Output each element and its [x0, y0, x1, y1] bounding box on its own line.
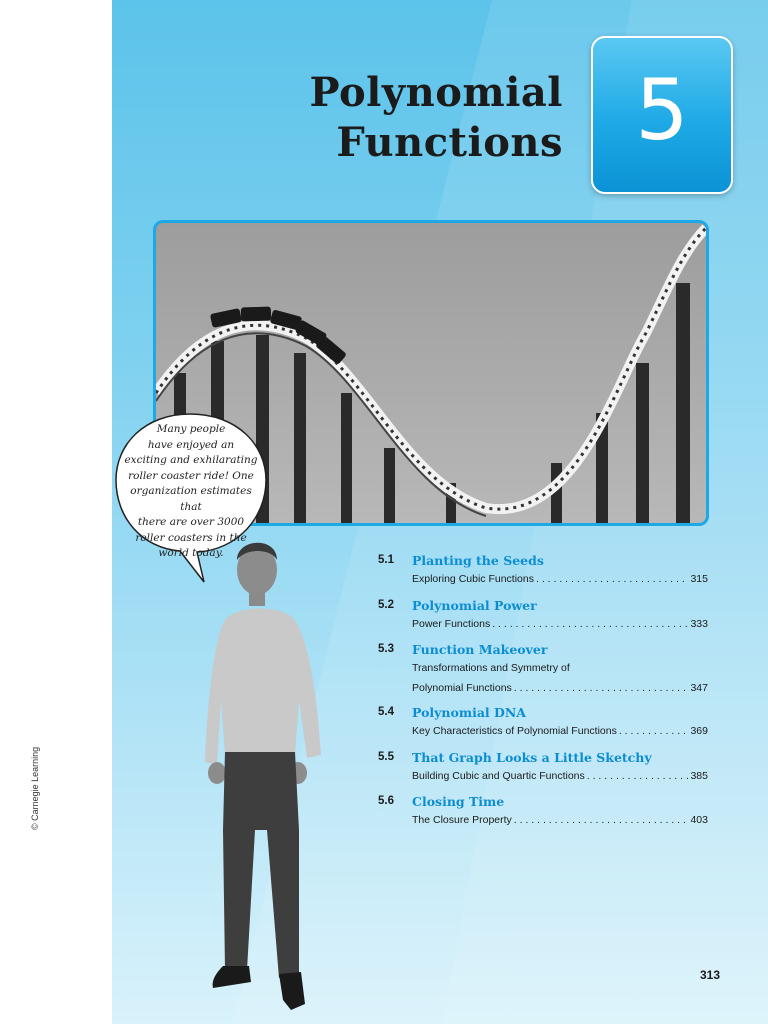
- toc-entry: [412, 662, 708, 674]
- toc-section-title[interactable]: That Graph Looks a Little Sketchy: [412, 750, 652, 765]
- chapter-number-box: [591, 36, 733, 194]
- toc-section-number: 5.5: [378, 751, 394, 763]
- toc-section-title[interactable]: Planting the Seeds: [412, 553, 544, 568]
- toc-leader: [492, 618, 688, 630]
- toc-entry-text: The Closure Property: [412, 814, 512, 826]
- toc-section-number: 5.2: [378, 599, 394, 611]
- bubble-line: there are over 3000: [137, 516, 245, 528]
- toc-entry-text: Key Characteristics of Polynomial Functions: [412, 725, 617, 737]
- toc-entry-text: Exploring Cubic Functions: [412, 573, 534, 585]
- bubble-line: Many people: [156, 423, 226, 435]
- toc-page-number: 369: [690, 725, 708, 737]
- toc-entry-text: Polynomial Functions: [412, 682, 512, 694]
- toc-page-number: 385: [690, 770, 708, 782]
- toc-section-title[interactable]: Polynomial Power: [412, 598, 537, 613]
- toc-entry: [412, 618, 708, 630]
- toc-entry-text: Power Functions: [412, 618, 491, 630]
- toc-leader: [514, 682, 689, 694]
- chapter-number: 5: [635, 61, 689, 159]
- chapter-title-line1: Polynomial: [309, 69, 563, 116]
- toc-entry-text: Transformations and Symmetry of: [412, 662, 570, 674]
- toc-section-number: 5.4: [378, 706, 394, 718]
- copyright-notice: © Carnegie Learning: [30, 746, 40, 830]
- toc-leader: [619, 725, 689, 737]
- bubble-line: organization estimates that: [130, 485, 252, 513]
- toc-entry: [412, 682, 708, 694]
- bubble-line: world today.: [158, 547, 224, 559]
- toc-leader: [514, 814, 689, 826]
- toc-section-title[interactable]: Closing Time: [412, 794, 505, 809]
- toc-page-number: 347: [690, 682, 708, 694]
- chapter-title-line2: Functions: [336, 119, 563, 166]
- toc-section-title[interactable]: Function Makeover: [412, 642, 548, 657]
- chapter-title: [309, 68, 563, 168]
- toc-section-number: 5.1: [378, 554, 394, 566]
- bubble-line: have enjoyed an: [147, 438, 235, 451]
- student-figure: [195, 530, 345, 1020]
- page-margin: [0, 0, 112, 1024]
- toc-page-number: 315: [690, 573, 708, 585]
- toc-page-number: 333: [690, 618, 708, 630]
- bubble-line: roller coaster ride! One: [128, 469, 254, 482]
- toc-entry: [412, 770, 708, 782]
- toc-section-number: 5.6: [378, 795, 394, 807]
- bubble-line: roller coasters in the: [135, 531, 247, 544]
- toc-section-title[interactable]: Polynomial DNA: [412, 705, 526, 720]
- toc-section-number: 5.3: [378, 643, 394, 655]
- toc-entry: [412, 573, 708, 585]
- toc-entry: [412, 725, 708, 737]
- toc-entry-text: Building Cubic and Quartic Functions: [412, 770, 585, 782]
- bubble-line: exciting and exhilarating: [124, 454, 258, 466]
- toc-entry: [412, 814, 708, 826]
- toc-page-number: 403: [690, 814, 708, 826]
- toc-leader: [587, 770, 689, 782]
- page-number: 313: [700, 968, 721, 982]
- toc-leader: [536, 573, 688, 585]
